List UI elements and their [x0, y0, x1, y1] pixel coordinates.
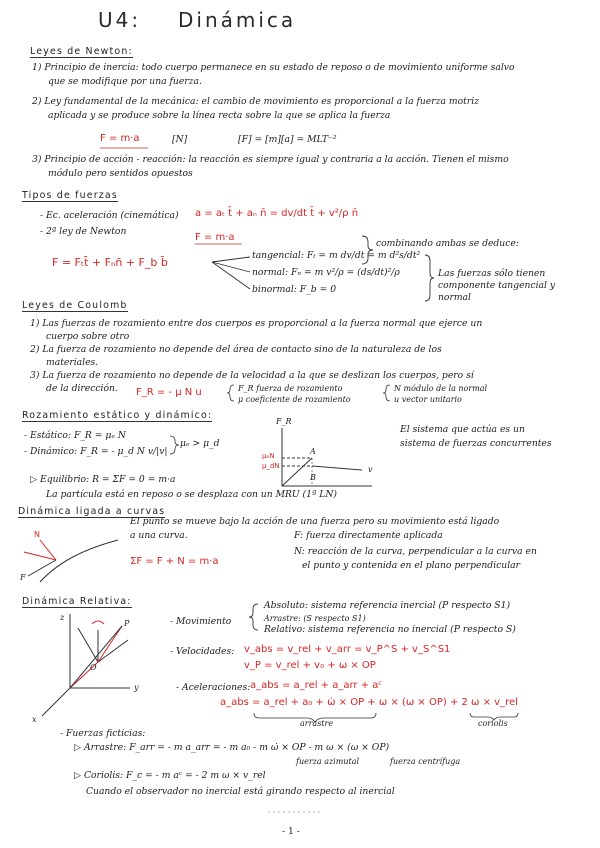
point-velocity-equation: v_P = v_rel + v₀ + ω × OP	[244, 660, 376, 671]
newton-law2-equation: F = m·a	[100, 133, 140, 144]
coulomb-law2-line2: materiales.	[46, 357, 99, 368]
second-law-equation: F = m·a	[195, 232, 235, 243]
friction-coefficient-def: μ coeficiente de rozamiento	[238, 395, 351, 404]
normal-reaction-def-1: N: reacción de la curva, perpendicular a la curva en	[294, 546, 537, 557]
drag-motion: Arrastre: (S respecto S1)	[264, 614, 366, 623]
frame-axis-z: z	[60, 613, 65, 622]
motion-label: - Movimiento	[170, 616, 232, 627]
force-components-equation: F = Fₜt̄ + Fₙn̄ + F_b b̄	[52, 256, 168, 269]
velocities-label: - Velocidades:	[170, 646, 235, 657]
coriolis-note: Cuando el observador no inercial está girando respecto al inercial	[86, 786, 395, 797]
friction-graph-point-a: A	[310, 447, 316, 456]
frame-axis-y: y	[134, 683, 139, 692]
normal-modulus-def: N módulo de la normal	[394, 384, 488, 393]
coulomb-law1-line2: cuerpo sobre otro	[46, 331, 130, 342]
relative-motion: Relativo: sistema referencia no inercial (P respecto S)	[264, 624, 516, 635]
curves-desc-2: a una curva.	[130, 530, 188, 541]
drag-term-label: arrastre	[300, 719, 334, 728]
absolute-velocity-equation: v_abs = v_rel + v_arr = v_P^S + v_S^S1	[244, 644, 451, 655]
frame-point-p: P	[124, 619, 130, 628]
curves-heading: Dinámica ligada a curvas	[18, 506, 166, 517]
drag-force-equation: ▷ Arrastre: F_arr = - m a_arr = - m a₀ - m ω̇ × OP - m ω × (ω × OP)	[74, 742, 390, 753]
curve-force-label: F	[20, 573, 26, 582]
page-number: - 1 -	[282, 826, 300, 837]
coulomb-law3-line1: 3) La fuerza de rozamiento no depende de la velocidad a la que se deslizan los cuerpos, pero sí	[30, 370, 474, 381]
newton-law3-line2: módulo pero sentidos opuestos	[48, 168, 193, 179]
absolute-acceleration-equation: a_abs = a_rel + a_arr + aᶜ	[250, 680, 383, 691]
friction-graph-dynamic-level: μ_dN	[262, 462, 280, 470]
acceleration-equation: a = aₜ t̄ + aₙ n̄ = dv/dt t̄ + v²/ρ n̄	[195, 208, 359, 219]
coulomb-law2-line1: 2) La fuerza de rozamiento no depende del área de contacto sino de la naturaleza de los	[30, 344, 442, 355]
relative-heading: Dinámica Relativa:	[22, 596, 132, 607]
newton-law3-line1: 3) Principio de acción - reacción: la reacción es siempre igual y contraria a la acción. Tienen el mismo	[32, 154, 509, 165]
friction-force-def: F_R fuerza de rozamiento	[238, 384, 343, 393]
coriolis-term-label: coriolis	[478, 719, 508, 728]
binormal-component: binormal: F_b = 0	[252, 284, 337, 295]
friction-graph-axis-label: F_R	[276, 417, 292, 426]
coulomb-law1-line1: 1) Las fuerzas de rozamiento entre dos cuerpos es proporcional a la fuerza normal que ejerce un	[30, 318, 483, 329]
friction-graph-point-b: B	[310, 473, 316, 482]
constrained-motion-equation: ΣF = F + N = m·a	[130, 556, 219, 567]
newton-law1-line1: 1) Principio de inercia: todo cuerpo permanece en su estado de reposo o de movimiento uniforme salvo	[32, 62, 515, 73]
fictitious-forces-label: - Fuerzas ficticias:	[60, 728, 146, 739]
curve-diagram	[24, 540, 118, 582]
newton-heading: Leyes de Newton:	[30, 46, 133, 57]
unit-label: U4:	[98, 8, 142, 32]
friction-coefficient-relation: μₑ > μ_d	[180, 438, 220, 449]
second-law-label: - 2ª ley de Newton	[40, 226, 127, 237]
tangential-component: tangencial: Fₜ = m dv/dt = m d²s/dt²	[252, 250, 421, 261]
page-title: Dinámica	[178, 8, 297, 32]
relative-frame-diagram	[42, 614, 130, 716]
dynamic-friction: - Dinámico: F_R = - μ_d N v/|v|	[24, 446, 168, 457]
force-types-heading: Tipos de fuerzas	[22, 190, 118, 201]
azimuthal-force-label: fuerza azimutal	[296, 757, 360, 766]
newton-law1-line2: que se modifique por una fuerza.	[48, 76, 202, 87]
components-note: Las fuerzas sólo tienen componente tangencial y normal	[438, 268, 556, 303]
friction-force-equation: F_R = - μ N u	[136, 387, 202, 398]
accelerations-label: - Aceleraciones:	[176, 682, 251, 693]
equilibrium-condition: ▷ Equilibrio: R = ΣF = 0 = m·a	[30, 474, 176, 485]
curve-normal-label: N	[34, 530, 40, 539]
concurrent-forces-note-2: sistema de fuerzas concurrentes	[400, 438, 552, 449]
newton-law2-line2: aplicada y se produce sobre la línea recta sobre la que se aplica la fuerza	[48, 110, 391, 121]
friction-graph	[282, 428, 372, 486]
static-friction: - Estático: F_R = μₑ N	[24, 430, 126, 441]
coulomb-law3-line2: de la dirección.	[46, 383, 118, 394]
frame-origin-o: O	[90, 663, 97, 672]
newton-law2-line1: 2) Ley fundamental de la mecánica: el cambio de movimiento es proporcional a la fuerza motriz	[32, 96, 479, 107]
equilibrium-note: La partícula está en reposo o se desplaza con un MRU (1ª LN)	[46, 489, 337, 500]
coriolis-force-equation: ▷ Coriolis: F_c = - m aᶜ = - 2 m ω × v_rel	[74, 770, 266, 781]
combine-note: combinando ambas se deduce:	[376, 238, 519, 249]
acceleration-eq-label: - Ec. aceleración (cinemática)	[40, 210, 179, 221]
concurrent-forces-note-1: El sistema que actúa es un	[400, 424, 525, 435]
coulomb-heading: Leyes de Coulomb	[22, 300, 128, 311]
friction-graph-x-label: v	[368, 465, 373, 474]
frame-axis-x: x	[32, 715, 37, 724]
normal-component: normal: Fₙ = m v²/ρ = (ds/dt)²/ρ	[252, 267, 400, 278]
centrifugal-force-label: fuerza centrífuga	[390, 757, 461, 766]
curves-desc-1: El punto se mueve bajo la acción de una fuerza pero su movimiento está ligado	[130, 516, 500, 527]
expanded-acceleration-equation: a_abs = a_rel + a₀ + ω̇ × OP + ω × (ω × OP) + 2 ω × v_rel	[220, 697, 518, 708]
normal-reaction-def-2: el punto y contenida en el plano perpendicular	[302, 560, 520, 571]
friction-graph-static-level: μₑN	[262, 452, 275, 460]
absolute-motion: Absoluto: sistema referencia inercial (P respecto S1)	[264, 600, 511, 611]
unit-vector-def: u vector unitario	[394, 395, 462, 404]
friction-heading: Rozamiento estático y dinámico:	[22, 410, 213, 421]
applied-force-def: F: fuerza directamente aplicada	[294, 530, 443, 541]
newton-force-dimension: [F] = [m][a] = MLT⁻²	[238, 134, 337, 145]
newton-force-unit: [N]	[172, 134, 188, 145]
